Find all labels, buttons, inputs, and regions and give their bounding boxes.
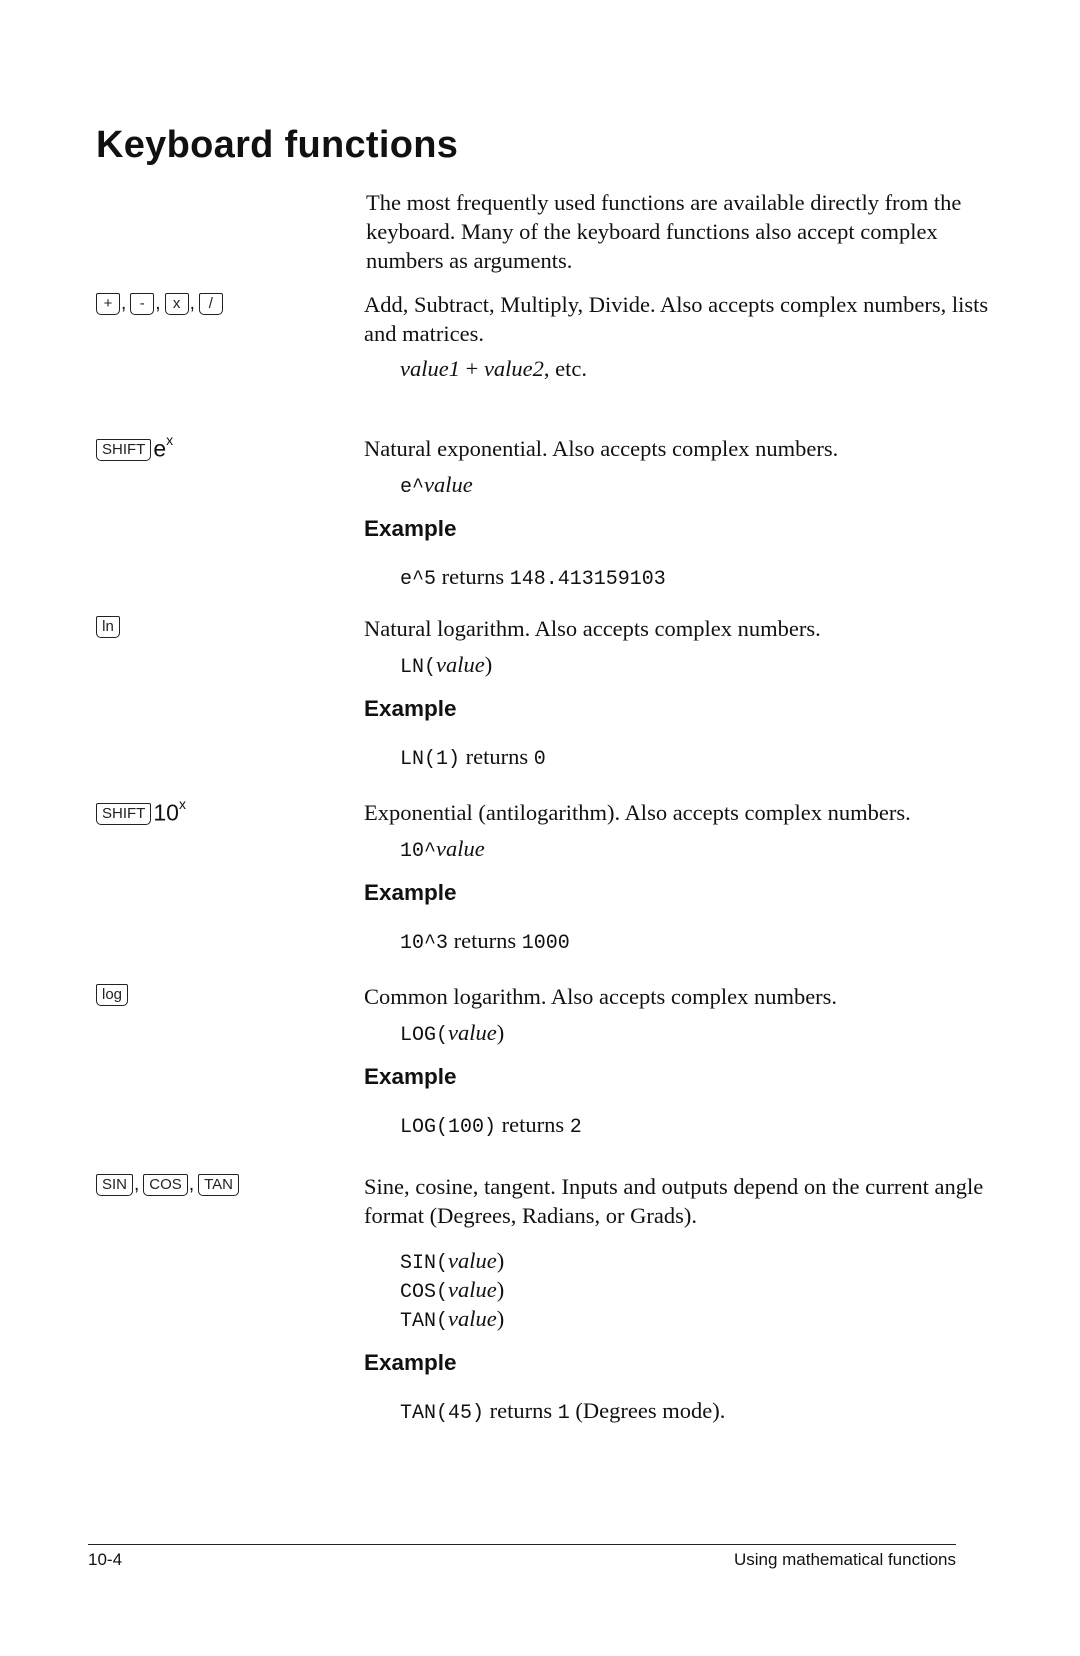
- trig-keys: SIN , COS , TAN: [96, 1174, 239, 1196]
- syntax-operator: +: [459, 356, 484, 381]
- ln-syntax: LN(value): [400, 652, 493, 679]
- sin-syntax: SIN(value): [400, 1248, 505, 1275]
- page-number: 10-4: [88, 1550, 123, 1569]
- tan-key: TAN: [198, 1174, 239, 1196]
- arithmetic-description: Add, Subtract, Multiply, Divide. Also accepts complex numbers, lists and matrices.: [364, 292, 989, 346]
- footer-divider: [88, 1544, 956, 1545]
- ln-keys: [96, 616, 120, 638]
- exp-function-label: $e^x$: [153, 432, 174, 462]
- example-heading: Example: [364, 516, 457, 541]
- tenx-keys: [96, 796, 186, 828]
- shift-key: SHIFT: [96, 439, 151, 461]
- log-keys: [96, 984, 128, 1006]
- cos-key: COS: [143, 1174, 188, 1196]
- arithmetic-syntax: [400, 354, 587, 383]
- ln-description: Natural logarithm. Also accepts complex numbers.: [364, 616, 821, 641]
- intro-paragraph: The most frequently used functions are available directly from the keyboard. Many of the keyboard functions also accept complex numbers as arguments.: [366, 190, 962, 273]
- tenx-syntax: 10^value: [400, 836, 485, 863]
- example-heading: Example: [364, 696, 457, 721]
- exp-example: e^5 returns 148.413159103: [400, 564, 666, 591]
- example-heading: Example: [364, 1350, 457, 1375]
- multiply-key: x: [165, 293, 189, 315]
- divide-key: /: [199, 293, 223, 315]
- trig-description: Sine, cosine, tangent. Inputs and outputs depend on the current angle format (Degrees, Radians, or Grads).: [364, 1174, 984, 1228]
- ln-key: ln: [96, 616, 120, 638]
- exp-syntax: e^value: [400, 472, 473, 499]
- exp-keys: [96, 432, 174, 464]
- chapter-title: Using mathematical functions: [733, 1550, 956, 1569]
- tenx-description: Exponential (antilogarithm). Also accepts complex numbers.: [364, 800, 911, 825]
- log-description: Common logarithm. Also accepts complex numbers.: [364, 984, 838, 1009]
- syntax-arg: value2: [483, 356, 544, 381]
- cos-syntax: COS(value): [400, 1277, 505, 1304]
- shift-key: SHIFT: [96, 803, 151, 825]
- ln-example: LN(1) returns 0: [400, 744, 546, 771]
- tenx-function-label: 10$^x$: [153, 796, 186, 826]
- add-key: +: [96, 293, 120, 315]
- log-example: LOG(100) returns 2: [400, 1112, 582, 1139]
- syntax-arg: value1: [400, 356, 460, 381]
- trig-example: TAN(45) returns 1 (Degrees mode).: [400, 1398, 726, 1425]
- log-key: log: [96, 984, 128, 1006]
- tenx-example: 10^3 returns 1000: [400, 928, 570, 955]
- exp-description: Natural exponential. Also accepts complex numbers.: [364, 436, 839, 461]
- syntax-suffix: , etc.: [543, 356, 588, 381]
- log-syntax: LOG(value): [400, 1020, 505, 1047]
- tan-syntax: TAN(value): [400, 1306, 505, 1333]
- sin-key: SIN: [96, 1174, 133, 1196]
- example-heading: Example: [364, 1064, 457, 1089]
- page-title: Keyboard functions: [96, 124, 459, 166]
- example-heading: Example: [364, 880, 457, 905]
- arithmetic-keys: + , - , x , /: [96, 293, 223, 315]
- subtract-key: -: [130, 293, 154, 315]
